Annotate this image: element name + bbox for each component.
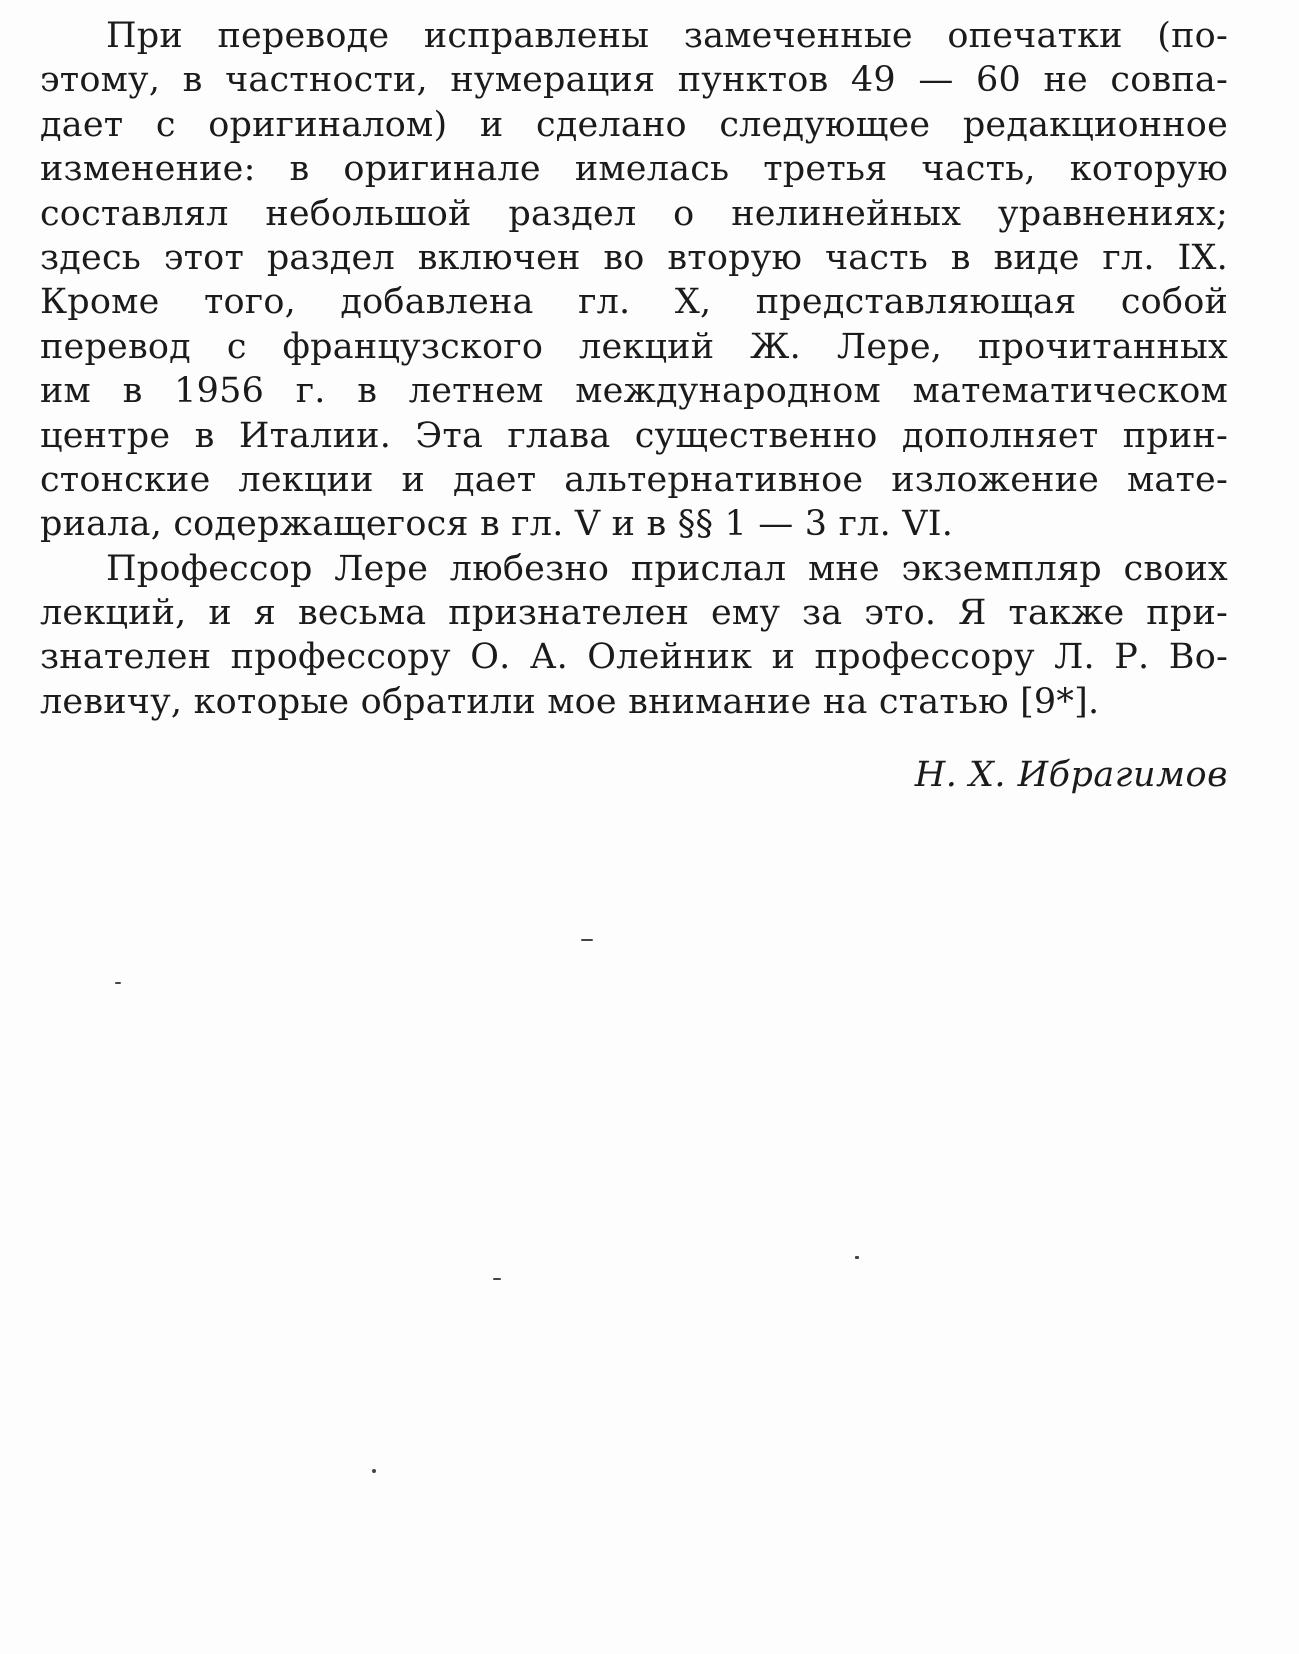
text-line: центре в Италии. Эта глава существенно дополняет прин- <box>40 415 1228 456</box>
paragraph-2 <box>40 547 1228 725</box>
scan-speck <box>115 982 121 984</box>
text-line: здесь этот раздел включен во вторую часть в виде гл. IX. <box>40 237 1228 278</box>
scan-speck <box>581 939 593 941</box>
text-line: дает с оригиналом) и сделано следующее редакционное <box>40 104 1228 145</box>
body-text <box>40 14 1228 724</box>
text-line: левичу, которые обратили мое внимание на статью [9*]. <box>40 681 1100 722</box>
text-line: этому, в частности, нумерация пунктов 49 — 60 не совпа- <box>40 60 1228 101</box>
scan-speck <box>372 1469 376 1473</box>
text-line: перевод с французского лекций Ж. Лере, прочитанных <box>40 326 1228 367</box>
text-line: Кроме того, добавлена гл. X, представляющая собой <box>40 282 1228 323</box>
text-line: изменение: в оригинале имелась третья часть, которую <box>40 149 1228 190</box>
text-line: При переводе исправлены замеченные опечатки (по- <box>106 16 1228 56</box>
text-line: им в 1956 г. в летнем международном математическом <box>40 371 1228 412</box>
author-signature: Н. Х. Ибрагимов <box>914 755 1228 795</box>
text-line: риала, содержащегося в гл. V и в §§ 1 — 3 гл. VI. <box>40 504 954 545</box>
text-line: стонские лекции и дает альтернативное изложение мате- <box>40 459 1228 500</box>
text-line: лекций, и я весьма признателен ему за это. Я также при- <box>40 593 1228 634</box>
scan-speck <box>493 1278 501 1280</box>
paragraph-1 <box>40 14 1228 547</box>
text-line: знателен профессору О. А. Олейник и профессору Л. Р. Во- <box>40 637 1228 678</box>
text-line: Профессор Лере любезно прислал мне экземпляр своих <box>106 548 1228 589</box>
scan-speck <box>855 1256 859 1259</box>
text-line: составлял небольшой раздел о нелинейных уравнениях; <box>40 193 1228 234</box>
